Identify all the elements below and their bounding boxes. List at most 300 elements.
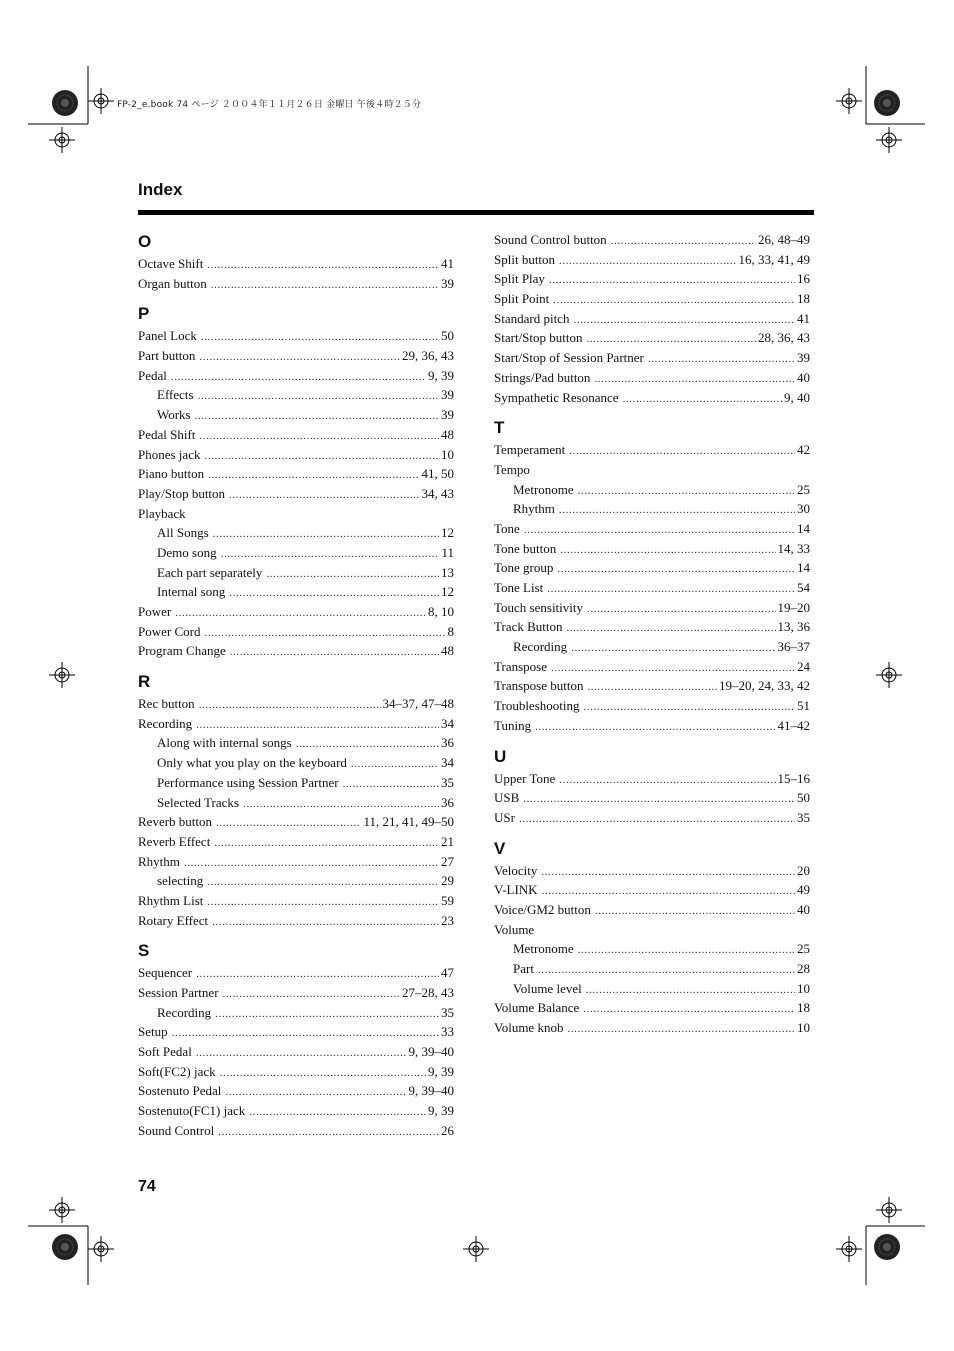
index-term: Program Change xyxy=(138,643,226,659)
index-pages: 25 xyxy=(797,941,810,957)
dot-leader xyxy=(214,832,439,852)
index-term: Volume level xyxy=(513,980,582,996)
index-term: Sound Control button xyxy=(494,232,607,247)
dot-leader xyxy=(524,519,795,539)
index-pages: 49 xyxy=(797,882,810,898)
dot-leader xyxy=(249,1101,426,1121)
index-pages: 9, 39 xyxy=(428,367,454,383)
index-pages: 29 xyxy=(441,873,454,889)
index-term: Play/Stop button xyxy=(138,485,226,501)
index-term: Power xyxy=(138,604,172,619)
index-entry xyxy=(138,1101,454,1121)
index-term: Performance using Session Partner xyxy=(157,774,339,790)
index-pages: 10 xyxy=(441,446,454,462)
index-pages: 13 xyxy=(441,564,454,580)
dot-leader xyxy=(199,425,439,445)
index-pages: 36–37 xyxy=(777,639,810,655)
index-pages: 35 xyxy=(797,809,810,825)
index-term: Only what you play on the keyboard xyxy=(157,755,347,771)
index-pages: 34, 43 xyxy=(421,485,454,501)
dot-leader xyxy=(343,773,439,793)
index-pages: 21 xyxy=(441,833,454,849)
index-term: Standard pitch xyxy=(494,310,570,326)
index-pages: 9, 39 xyxy=(428,1103,454,1119)
dot-leader xyxy=(560,539,775,559)
index-pages: 29, 36, 43 xyxy=(402,348,454,364)
index-pages: 26, 48–49 xyxy=(758,232,810,247)
index-entry xyxy=(494,230,810,250)
index-pages: 30 xyxy=(797,501,810,517)
index-entry xyxy=(494,1018,810,1038)
index-term: Split Play xyxy=(494,271,545,287)
index-pages: 36 xyxy=(441,794,454,810)
index-subentry xyxy=(138,753,454,773)
index-entry xyxy=(494,617,810,637)
index-entry xyxy=(494,460,810,480)
density-target-icon xyxy=(51,89,79,117)
index-term: Rhythm xyxy=(513,501,555,517)
registration-mark-icon xyxy=(876,1197,902,1223)
index-pages: 27 xyxy=(441,853,454,869)
index-pages: 34 xyxy=(441,715,454,731)
dot-leader xyxy=(204,622,445,642)
index-entry xyxy=(494,519,810,539)
index-pages: 8, 10 xyxy=(428,604,454,619)
index-pages: 23 xyxy=(441,912,454,928)
index-pages: 33 xyxy=(441,1024,454,1040)
index-entry xyxy=(138,602,454,622)
index-entry xyxy=(138,346,454,366)
index-entry xyxy=(138,852,454,872)
index-term: Part button xyxy=(138,348,196,364)
index-pages: 34–37, 47–48 xyxy=(382,696,454,712)
index-term: Session Partner xyxy=(138,985,219,1000)
index-term: Reverb button xyxy=(138,814,213,830)
dot-leader xyxy=(559,499,795,519)
index-pages: 11 xyxy=(441,544,454,560)
index-pages: 28, 36, 43 xyxy=(758,330,810,346)
index-pages: 18 xyxy=(797,1000,810,1016)
index-term: Demo song xyxy=(157,544,217,560)
index-subentry xyxy=(138,582,454,602)
index-term: Split Point xyxy=(494,291,550,307)
index-term: Tone List xyxy=(494,580,544,595)
index-subentry xyxy=(494,959,810,979)
dot-leader xyxy=(587,676,717,696)
index-pages: 12 xyxy=(441,525,454,541)
index-entry xyxy=(494,368,810,388)
index-entry xyxy=(494,998,810,1018)
index-entry xyxy=(494,808,810,828)
index-pages: 39 xyxy=(441,275,454,291)
dot-leader xyxy=(204,445,439,465)
index-entry xyxy=(138,963,454,983)
dot-leader xyxy=(175,602,426,622)
index-entry xyxy=(138,504,454,524)
registration-mark-icon xyxy=(49,127,75,153)
dot-leader xyxy=(223,983,400,1003)
index-pages: 15–16 xyxy=(777,770,810,786)
dot-leader xyxy=(551,657,795,677)
dot-leader xyxy=(578,480,795,500)
index-term: Metronome xyxy=(513,941,574,957)
index-term: Voice/GM2 button xyxy=(494,901,591,917)
index-term: Volume xyxy=(494,921,535,937)
index-pages: 42 xyxy=(797,442,810,458)
dot-leader xyxy=(207,254,439,274)
dot-leader xyxy=(221,543,440,563)
index-term: Reverb Effect xyxy=(138,833,211,849)
registration-mark-icon xyxy=(88,88,114,114)
index-term: Split button xyxy=(494,251,556,267)
index-subentry xyxy=(494,480,810,500)
index-term: Sound Control xyxy=(138,1122,215,1138)
index-pages: 50 xyxy=(441,328,454,344)
dot-leader xyxy=(611,230,756,250)
index-entry xyxy=(494,309,810,329)
index-entry xyxy=(138,445,454,465)
index-subentry xyxy=(138,523,454,543)
dot-leader xyxy=(229,484,419,504)
dot-leader xyxy=(213,523,439,543)
index-pages: 20 xyxy=(797,862,810,878)
index-term: Soft(FC2) jack xyxy=(138,1063,216,1079)
index-entry xyxy=(494,289,810,309)
index-entry xyxy=(138,274,454,294)
dot-leader xyxy=(541,861,795,881)
index-pages: 26 xyxy=(441,1122,454,1138)
index-letter-heading: P xyxy=(138,304,150,324)
index-entry xyxy=(494,440,810,460)
index-pages: 34 xyxy=(441,755,454,771)
index-term: selecting xyxy=(157,873,204,889)
dot-leader xyxy=(567,617,776,637)
dot-leader xyxy=(573,309,795,329)
index-term: Tempo xyxy=(494,461,530,477)
index-pages: 14 xyxy=(797,560,810,576)
registration-mark-icon xyxy=(836,88,862,114)
index-entry xyxy=(138,1062,454,1082)
dot-leader xyxy=(567,1018,795,1038)
dot-leader xyxy=(569,440,795,460)
index-pages: 9, 39 xyxy=(428,1063,454,1079)
index-pages: 19–20 xyxy=(777,599,810,615)
dot-leader xyxy=(243,793,439,813)
index-term: Playback xyxy=(138,505,186,521)
registration-mark-icon xyxy=(836,1236,862,1262)
title-rule xyxy=(138,210,814,215)
dot-leader xyxy=(594,368,795,388)
index-term: Phones jack xyxy=(138,446,201,462)
dot-leader xyxy=(583,998,795,1018)
index-entry xyxy=(138,891,454,911)
registration-mark-icon xyxy=(876,127,902,153)
index-entry xyxy=(138,832,454,852)
dot-leader xyxy=(586,328,756,348)
dot-leader xyxy=(535,716,775,736)
dot-leader xyxy=(212,911,439,931)
dot-leader xyxy=(648,348,795,368)
index-entry xyxy=(494,657,810,677)
dot-leader xyxy=(230,641,439,661)
dot-leader xyxy=(207,871,439,891)
index-term: Octave Shift xyxy=(138,256,204,271)
index-pages: 48 xyxy=(441,426,454,442)
index-letter-heading: O xyxy=(138,232,152,251)
dot-leader xyxy=(266,563,439,583)
index-entry xyxy=(138,1121,454,1141)
index-term: Recording xyxy=(513,639,568,655)
index-letter-heading: V xyxy=(494,838,506,858)
dot-leader xyxy=(199,346,400,366)
dot-leader xyxy=(538,959,795,979)
index-term: Sequencer xyxy=(138,965,193,981)
index-entry xyxy=(494,598,810,618)
index-pages: 41 xyxy=(797,310,810,326)
dot-leader xyxy=(538,920,808,940)
dot-leader xyxy=(218,1121,439,1141)
index-term: Track Button xyxy=(494,619,563,635)
index-pages: 10 xyxy=(797,1020,810,1036)
index-pages: 25 xyxy=(797,481,810,497)
index-pages: 47 xyxy=(441,965,454,981)
index-letter-heading: U xyxy=(494,746,507,766)
dot-leader xyxy=(190,504,452,524)
dot-leader xyxy=(542,880,795,900)
index-term: Transpose button xyxy=(494,678,584,694)
index-entry xyxy=(138,1042,454,1062)
index-entry xyxy=(494,900,810,920)
index-pages: 16, 33, 41, 49 xyxy=(738,251,810,267)
index-entry xyxy=(494,539,810,559)
index-pages: 16 xyxy=(797,271,810,287)
index-term: Sostenuto Pedal xyxy=(138,1083,222,1099)
index-column-left xyxy=(138,230,454,1141)
dot-leader xyxy=(534,460,808,480)
index-subentry xyxy=(138,793,454,813)
index-entry xyxy=(138,983,454,1003)
index-term: Part xyxy=(513,961,534,976)
index-term: Recording xyxy=(138,715,193,731)
index-pages: 50 xyxy=(797,790,810,806)
dot-leader xyxy=(296,733,439,753)
index-subentry xyxy=(138,385,454,405)
index-term: Piano button xyxy=(138,466,205,482)
dot-leader xyxy=(557,558,795,578)
dot-leader xyxy=(195,405,439,425)
dot-leader xyxy=(351,753,439,773)
index-pages: 41–42 xyxy=(777,717,810,733)
index-entry xyxy=(138,1081,454,1101)
index-term: Panel Lock xyxy=(138,328,197,344)
index-term: Tuning xyxy=(494,717,532,733)
index-subentry xyxy=(494,939,810,959)
density-target-icon xyxy=(51,1233,79,1261)
dot-leader xyxy=(229,582,439,602)
index-pages: 40 xyxy=(797,901,810,917)
index-term: Volume Balance xyxy=(494,1000,580,1016)
density-target-icon xyxy=(873,89,901,117)
dot-leader xyxy=(211,274,439,294)
index-pages: 51 xyxy=(797,698,810,714)
index-term: Touch sensitivity xyxy=(494,599,584,615)
index-term: Tone xyxy=(494,520,520,536)
index-subentry xyxy=(138,405,454,425)
index-term: Tone button xyxy=(494,540,557,556)
index-pages: 39 xyxy=(441,387,454,403)
index-entry xyxy=(494,676,810,696)
dot-leader xyxy=(196,714,439,734)
dot-leader xyxy=(216,812,361,832)
index-entry xyxy=(138,484,454,504)
index-entry xyxy=(494,578,810,598)
dot-leader xyxy=(559,769,775,789)
printer-slug: FP-2_e.book 74 ページ ２００４年１１月２６日 金曜日 午後４時２５分 xyxy=(117,100,422,110)
index-subentry xyxy=(138,733,454,753)
index-term: Pedal xyxy=(138,367,167,383)
index-term: Internal song xyxy=(157,584,226,600)
index-term: Sostenuto(FC1) jack xyxy=(138,1103,246,1119)
index-term: Along with internal songs xyxy=(157,735,292,751)
index-pages: 13, 36 xyxy=(777,619,810,635)
index-term: Troubleshooting xyxy=(494,698,580,714)
index-pages: 12 xyxy=(441,584,454,600)
index-entry xyxy=(494,920,810,940)
index-pages xyxy=(808,920,810,940)
dot-leader xyxy=(587,598,775,618)
dot-leader xyxy=(184,852,439,872)
index-term: Works xyxy=(157,407,191,423)
index-pages: 35 xyxy=(441,774,454,790)
index-pages: 14 xyxy=(797,520,810,536)
index-pages: 40 xyxy=(797,369,810,385)
index-term: Metronome xyxy=(513,481,574,497)
index-pages: 36 xyxy=(441,735,454,751)
index-pages: 14, 33 xyxy=(777,540,810,556)
index-term: USB xyxy=(494,790,520,806)
index-entry xyxy=(494,696,810,716)
index-pages xyxy=(452,504,454,524)
index-pages: 39 xyxy=(797,350,810,366)
index-pages: 28 xyxy=(797,961,810,976)
index-term: Selected Tracks xyxy=(157,794,239,810)
dot-leader xyxy=(220,1062,426,1082)
index-letter-heading: T xyxy=(494,418,505,438)
index-subentry xyxy=(138,563,454,583)
index-entry xyxy=(494,388,810,408)
index-entry xyxy=(494,269,810,289)
index-term: Strings/Pad button xyxy=(494,369,591,385)
index-entry xyxy=(138,812,454,832)
dot-leader xyxy=(172,1022,439,1042)
dot-leader xyxy=(623,388,782,408)
dot-leader xyxy=(523,788,795,808)
index-term: Rhythm List xyxy=(138,892,204,908)
index-term: Temperament xyxy=(494,442,566,458)
index-entry xyxy=(138,622,454,642)
index-term: Rhythm xyxy=(138,853,180,869)
index-entry xyxy=(138,1022,454,1042)
index-subentry xyxy=(494,979,810,999)
index-term: Start/Stop button xyxy=(494,330,583,346)
index-term: Velocity xyxy=(494,862,538,878)
dot-leader xyxy=(171,366,426,386)
dot-leader xyxy=(207,891,439,911)
index-term: USr xyxy=(494,809,515,825)
registration-mark-icon xyxy=(463,1236,489,1262)
index-pages: 27–28, 43 xyxy=(402,985,454,1000)
index-term: V-LINK xyxy=(494,882,538,898)
dot-leader xyxy=(201,326,439,346)
index-entry xyxy=(138,464,454,484)
index-term: Start/Stop of Session Partner xyxy=(494,350,644,366)
index-pages: 8 xyxy=(447,623,454,639)
dot-leader xyxy=(199,694,381,714)
index-letter-heading: S xyxy=(138,941,150,961)
index-entry xyxy=(494,861,810,881)
density-target-icon xyxy=(873,1233,901,1261)
index-pages: 9, 39–40 xyxy=(408,1083,454,1099)
index-term: Setup xyxy=(138,1024,168,1040)
registration-mark-icon xyxy=(876,662,902,688)
registration-mark-icon xyxy=(49,662,75,688)
index-pages: 11, 21, 41, 49–50 xyxy=(363,814,454,830)
index-pages: 19–20, 24, 33, 42 xyxy=(719,678,810,694)
dot-leader xyxy=(208,464,419,484)
index-entry xyxy=(138,425,454,445)
index-entry xyxy=(494,716,810,736)
index-pages: 54 xyxy=(797,580,810,595)
index-entry xyxy=(138,366,454,386)
index-entry xyxy=(494,558,810,578)
index-term: Soft Pedal xyxy=(138,1044,192,1060)
dot-leader xyxy=(578,939,795,959)
index-entry xyxy=(138,254,454,274)
index-term: Effects xyxy=(157,387,194,403)
index-pages xyxy=(808,460,810,480)
index-column-right xyxy=(494,230,810,1038)
index-pages: 35 xyxy=(441,1004,454,1020)
index-pages: 10 xyxy=(797,980,810,996)
dot-leader xyxy=(595,900,795,920)
index-entry xyxy=(138,714,454,734)
index-entry xyxy=(494,250,810,270)
dot-leader xyxy=(586,979,795,999)
index-pages: 9, 40 xyxy=(784,389,810,405)
index-entry xyxy=(494,348,810,368)
index-pages: 39 xyxy=(441,407,454,423)
index-term: Rec button xyxy=(138,696,195,712)
dot-leader xyxy=(519,808,795,828)
index-term: Tone group xyxy=(494,560,554,576)
dot-leader xyxy=(571,637,775,657)
registration-mark-icon xyxy=(88,1236,114,1262)
dot-leader xyxy=(583,696,795,716)
index-term: Sympathetic Resonance xyxy=(494,389,619,405)
dot-leader xyxy=(549,269,795,289)
index-term: Power Cord xyxy=(138,623,201,639)
index-pages: 41 xyxy=(441,256,454,271)
index-subentry xyxy=(494,637,810,657)
index-subentry xyxy=(138,871,454,891)
page-number: 74 xyxy=(138,1178,156,1195)
index-term: Volume knob xyxy=(494,1020,564,1036)
index-pages: 41, 50 xyxy=(421,466,454,482)
dot-leader xyxy=(559,250,736,270)
index-entry xyxy=(138,911,454,931)
index-pages: 18 xyxy=(797,291,810,307)
page-title: Index xyxy=(138,180,183,199)
